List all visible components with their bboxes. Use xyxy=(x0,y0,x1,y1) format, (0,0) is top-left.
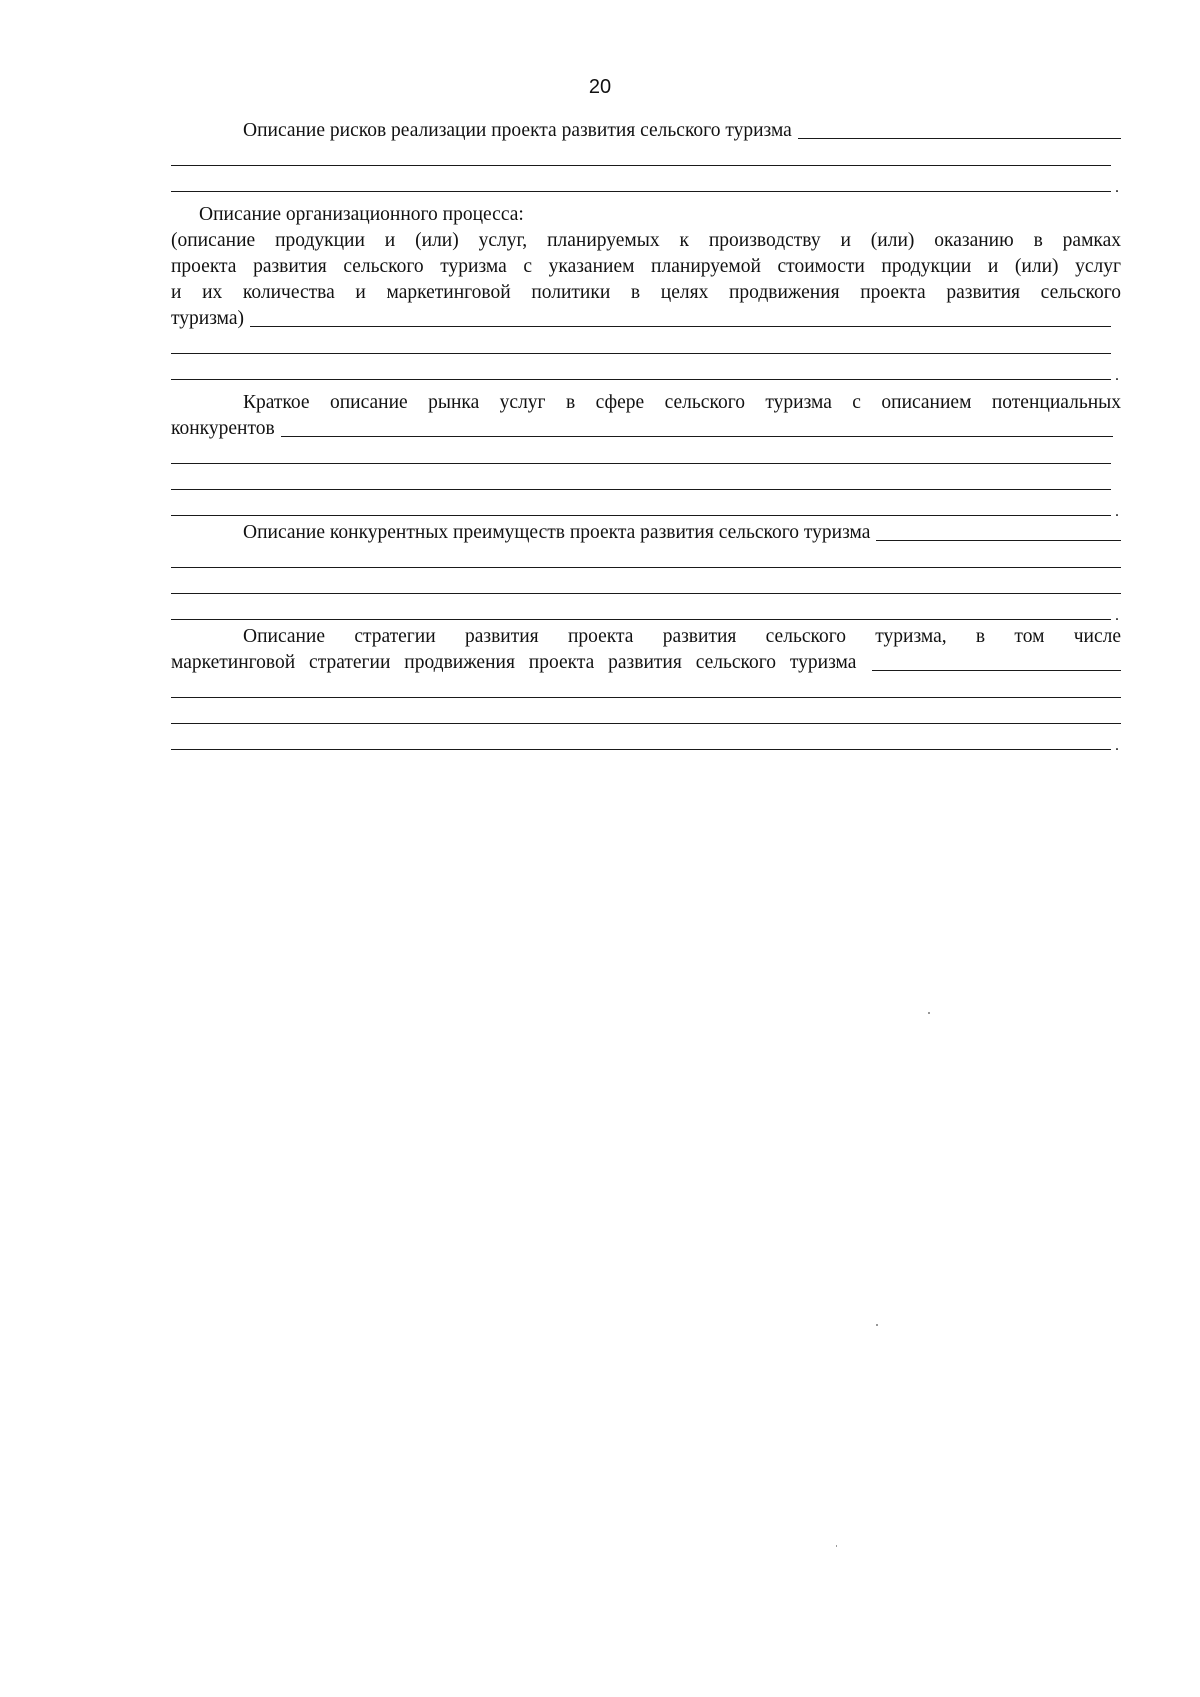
advantages-answer-blank[interactable] xyxy=(876,540,1121,541)
risks-answer-blank[interactable] xyxy=(798,138,1121,139)
page-number: 20 xyxy=(588,76,612,98)
advantages-label-line xyxy=(171,520,1121,546)
organization-answer-line[interactable] xyxy=(171,332,1121,358)
scan-speck xyxy=(876,1324,878,1326)
line-end-period: . xyxy=(1115,367,1119,384)
risks-answer-line[interactable] xyxy=(171,144,1121,170)
section-strategy xyxy=(171,624,1121,754)
underline xyxy=(171,723,1121,724)
strategy-answer-line[interactable] xyxy=(171,702,1121,728)
market-answer-line[interactable] xyxy=(171,468,1121,494)
market-answer-line-end[interactable] xyxy=(171,494,1121,520)
underline xyxy=(171,697,1121,698)
line-end-period: . xyxy=(1115,179,1119,196)
organization-text-line-4 xyxy=(171,306,1121,332)
organization-text-line-2: проекта развития сельского туризма с указанием планируемой стоимости продукции и (или) услуг xyxy=(171,256,1121,277)
organization-answer-line-end[interactable] xyxy=(171,358,1121,384)
underline xyxy=(171,567,1121,568)
scan-speck xyxy=(836,1545,837,1547)
line-end-period: . xyxy=(1115,503,1119,520)
advantages-answer-line-end[interactable] xyxy=(171,598,1121,624)
line-end-period: . xyxy=(1115,607,1119,624)
form-content xyxy=(171,118,1121,754)
section-market xyxy=(171,390,1121,520)
advantages-answer-line[interactable] xyxy=(171,572,1121,598)
market-answer-line[interactable] xyxy=(171,442,1121,468)
market-text-end: конкурентов xyxy=(171,418,275,439)
scan-speck xyxy=(928,1012,930,1014)
organization-answer-blank[interactable] xyxy=(250,326,1111,327)
organization-title: Описание организационного процесса: xyxy=(199,204,524,225)
section-organization xyxy=(171,202,1121,384)
underline xyxy=(171,489,1111,490)
market-answer-blank[interactable] xyxy=(281,436,1113,437)
underline xyxy=(171,749,1111,750)
organization-title-line xyxy=(171,202,1121,228)
strategy-answer-line-end[interactable] xyxy=(171,728,1121,754)
risks-label-line xyxy=(171,118,1121,144)
organization-text-line-3: и их количества и маркетинговой политики в целях продвижения проекта развития сельского xyxy=(171,282,1121,303)
strategy-text-line-2 xyxy=(171,650,1121,676)
strategy-answer-blank[interactable] xyxy=(872,670,1121,671)
underline xyxy=(171,463,1111,464)
risks-label: Описание рисков реализации проекта развития сельского туризма xyxy=(243,120,792,141)
underline xyxy=(171,165,1111,166)
advantages-answer-line[interactable] xyxy=(171,546,1121,572)
underline xyxy=(171,619,1111,620)
underline xyxy=(171,379,1111,380)
market-text-line-1: Краткое описание рынка услуг в сфере сельского туризма с описанием потенциальных xyxy=(243,392,1121,413)
line-end-period: . xyxy=(1115,737,1119,754)
organization-text-line-1: (описание продукции и (или) услуг, планируемых к производству и (или) оказанию в рамках xyxy=(171,230,1121,251)
section-risks xyxy=(171,118,1121,196)
underline xyxy=(171,353,1111,354)
underline xyxy=(171,593,1121,594)
strategy-answer-line[interactable] xyxy=(171,676,1121,702)
advantages-label: Описание конкурентных преимуществ проекта развития сельского туризма xyxy=(243,522,871,543)
market-text-line-2 xyxy=(171,416,1121,442)
risks-answer-line-end[interactable] xyxy=(171,170,1121,196)
section-advantages xyxy=(171,520,1121,624)
organization-text-end: туризма) xyxy=(171,308,244,329)
strategy-text-end: маркетинговой стратегии продвижения проекта развития сельского туризма xyxy=(171,652,857,673)
strategy-text-line-1: Описание стратегии развития проекта развития сельского туризма, в том числе xyxy=(243,626,1121,647)
underline xyxy=(171,515,1111,516)
underline xyxy=(171,191,1111,192)
